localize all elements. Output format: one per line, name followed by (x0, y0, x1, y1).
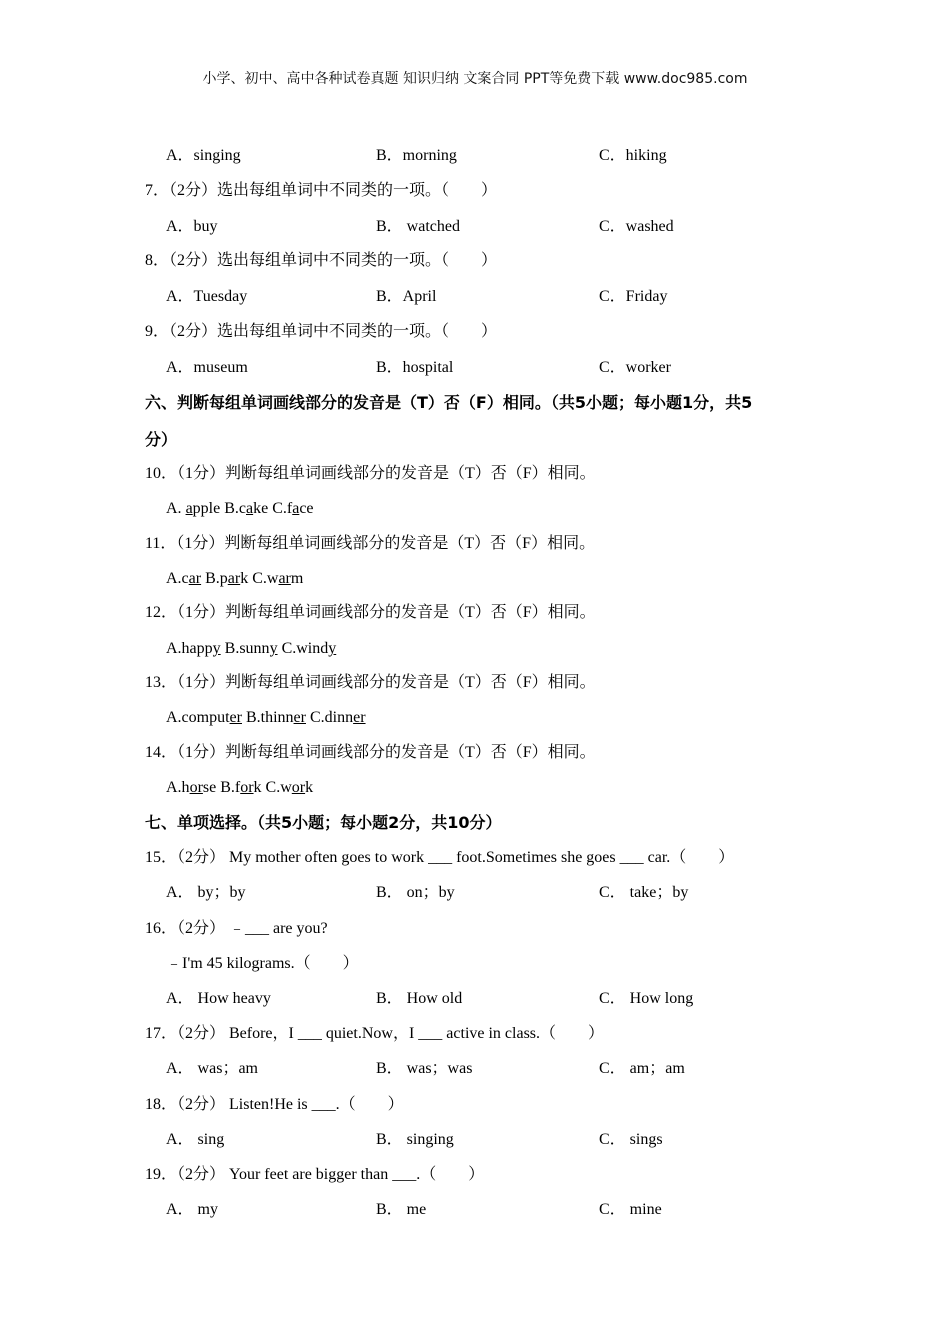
q9-stem: 9．（2分）选出每组单词中不同类的一项。（ ） (145, 323, 498, 340)
q9-option-c: C．worker (599, 359, 671, 376)
q14-words: A.horse B.fork C.work (166, 779, 314, 796)
q6-option-a: A．singing (166, 147, 241, 164)
q18-option-c: C． sings (599, 1131, 663, 1148)
q11-stem: 11．（1分）判断每组单词画线部分的发音是（T）否（F）相同。 (145, 535, 596, 552)
q16-option-b: B． How old (376, 990, 463, 1007)
q9-option-b: B．hospital (376, 359, 454, 376)
q16-stem: 16．（2分） ﹣___ are you? (145, 920, 328, 937)
q17-option-b: B． was；was (376, 1060, 473, 1077)
q19-option-b: B． me (376, 1201, 427, 1218)
q17-option-c: C． am；am (599, 1060, 685, 1077)
section-6-title: 六、判断每组单词画线部分的发音是（T）否（F）相同。（共5小题；每小题1分，共5 (145, 393, 753, 412)
q15-stem: 15．（2分） My mother often goes to work ___ foot.Sometimes she goes ___ car.（ ） (145, 849, 735, 866)
q15-option-b: B． on；by (376, 884, 455, 901)
q15-option-a: A． by；by (166, 884, 246, 901)
section-6-title-cont: 分） (145, 430, 178, 449)
q18-option-a: A． sing (166, 1131, 225, 1148)
q9-option-a: A．museum (166, 359, 248, 376)
page-header: 小学、初中、高中各种试卷真题 知识归纳 文案合同 PPT等免费下载 www.doc985.com (202, 71, 748, 87)
q7-option-b: B． watched (376, 218, 460, 235)
q8-stem: 8．（2分）选出每组单词中不同类的一项。（ ） (145, 252, 498, 269)
q16-option-c: C． How long (599, 990, 694, 1007)
q19-option-c: C． mine (599, 1201, 662, 1218)
q7-stem: 7．（2分）选出每组单词中不同类的一项。（ ） (145, 182, 498, 199)
q15-option-c: C． take；by (599, 884, 689, 901)
q8-option-b: B．April (376, 288, 437, 305)
q7-option-a: A．buy (166, 218, 218, 235)
q13-words: A.computer B.thinner C.dinner (166, 709, 366, 726)
q11-words: A.car B.park C.warm (166, 570, 304, 587)
q8-option-a: A．Tuesday (166, 288, 248, 305)
q14-stem: 14．（1分）判断每组单词画线部分的发音是（T）否（F）相同。 (145, 744, 596, 761)
q16-answer-line: ﹣I'm 45 kilograms.（ ） (166, 955, 359, 972)
q13-stem: 13．（1分）判断每组单词画线部分的发音是（T）否（F）相同。 (145, 674, 596, 691)
q18-option-b: B． singing (376, 1131, 454, 1148)
q12-stem: 12．（1分）判断每组单词画线部分的发音是（T）否（F）相同。 (145, 604, 596, 621)
q6-option-b: B．morning (376, 147, 457, 164)
q18-stem: 18．（2分） Listen!He is ___.（ ） (145, 1096, 404, 1113)
q12-words: A.happy B.sunny C.windy (166, 640, 337, 657)
q17-stem: 17．（2分） Before，I ___ quiet.Now，I ___ active in class.（ ） (145, 1025, 605, 1042)
q6-option-c: C．hiking (599, 147, 667, 164)
q16-option-a: A． How heavy (166, 990, 271, 1007)
q7-option-c: C．washed (599, 218, 674, 235)
q10-words: A. apple B.cake C.face (166, 500, 314, 517)
q17-option-a: A． was；am (166, 1060, 258, 1077)
q10-stem: 10．（1分）判断每组单词画线部分的发音是（T）否（F）相同。 (145, 465, 596, 482)
section-7-title: 七、单项选择。（共5小题；每小题2分，共10分） (145, 813, 502, 832)
q19-option-a: A． my (166, 1201, 219, 1218)
q19-stem: 19．（2分） Your feet are bigger than ___.（ ） (145, 1166, 485, 1183)
q8-option-c: C．Friday (599, 288, 668, 305)
